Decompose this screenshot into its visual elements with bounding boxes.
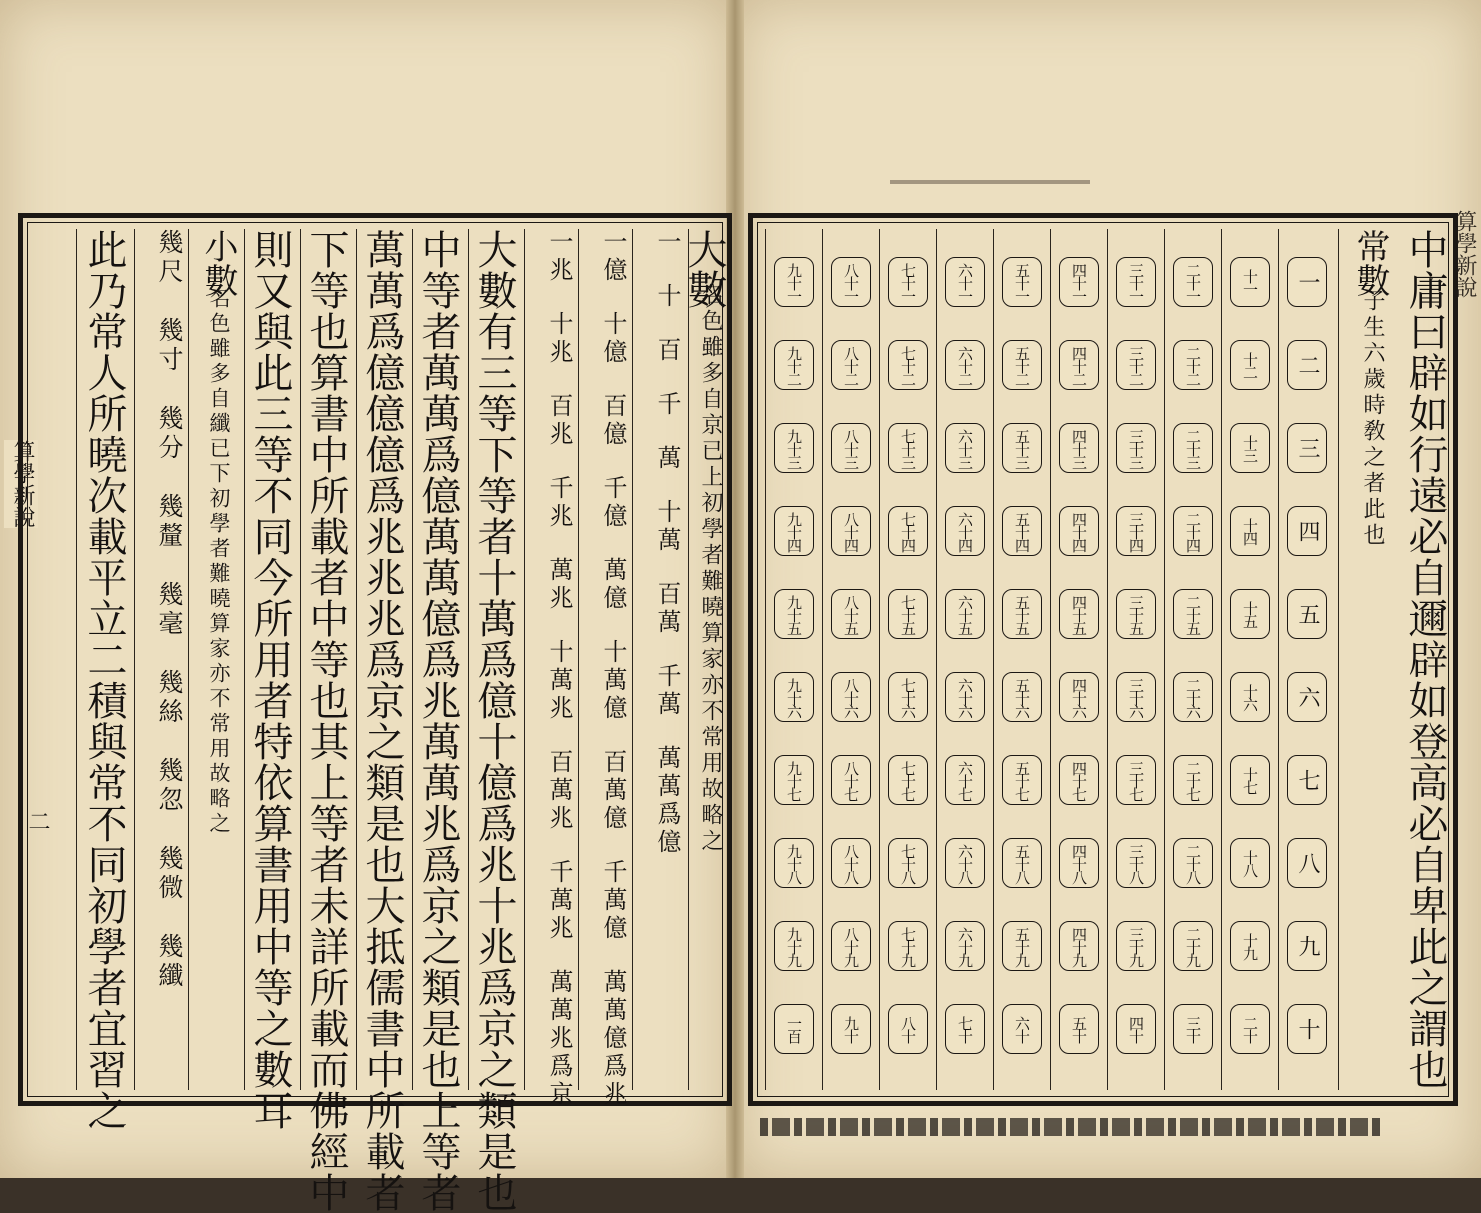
body-column-4: 下等也算書中所載者中等也其上等者未詳所載而佛經中 [300, 229, 355, 1090]
number-token: 八十八 [831, 838, 871, 888]
unit-item: 幾絲 [155, 669, 184, 727]
number-token: 二十三 [1173, 423, 1213, 473]
number-token: 七十八 [888, 838, 928, 888]
number-token: 十八 [1230, 838, 1270, 888]
unit-item: 千億 [599, 475, 627, 531]
number-token: 二十四 [1173, 506, 1213, 556]
number-token: 六十 [1002, 1004, 1042, 1054]
number-token: 八十一 [831, 257, 871, 307]
number-column [822, 229, 879, 1090]
unit-item: 一億 [599, 229, 627, 285]
unit-item: 十兆 [545, 311, 573, 367]
ink-border-smudge [760, 1118, 1380, 1136]
number-token: 四十五 [1059, 589, 1099, 639]
ink-smudge [890, 180, 1090, 184]
number-token: 七十六 [888, 672, 928, 722]
number-token: 八十 [888, 1004, 928, 1054]
unit-item: 一兆 [545, 229, 573, 285]
number-token: 八十二 [831, 340, 871, 390]
unit-row-1 [632, 229, 685, 1090]
number-column [879, 229, 936, 1090]
unit-item: 千萬億 [599, 859, 627, 943]
number-token: 八十五 [831, 589, 871, 639]
body-column-2: 中等者萬萬爲億萬萬億爲兆萬萬兆爲京之類是也上等者 [412, 229, 467, 1090]
unit-item: 十萬兆 [545, 639, 573, 723]
common-number-gloss: 子生六歲時敎之者此也 [1360, 289, 1385, 549]
unit-item: 十萬 [653, 499, 681, 555]
zhongyong-quote: 中庸曰辟如行遠必自邇辟如登高必自卑此之謂也 [1402, 229, 1448, 1090]
number-token: 八十四 [831, 506, 871, 556]
number-token: 八十六 [831, 672, 871, 722]
right-frame-inner [757, 222, 1449, 1097]
unit-item: 幾毫 [155, 581, 184, 639]
closing-column: 此乃常人所曉次載平立二積與常不同初學者宜習之 [76, 229, 133, 1090]
number-column [1164, 229, 1221, 1090]
number-token: 九十二 [774, 340, 814, 390]
number-token: 五十三 [1002, 423, 1042, 473]
number-token: 三十 [1173, 1004, 1213, 1054]
fold-title-right: 算學新說 [1452, 210, 1477, 298]
number-token: 四十一 [1059, 257, 1099, 307]
number-token: 二十七 [1173, 755, 1213, 805]
number-token: 五 [1287, 589, 1327, 639]
unit-item: 千萬兆 [545, 859, 573, 943]
number-token: 六十一 [945, 257, 985, 307]
number-token: 十一 [1230, 257, 1270, 307]
small-number-gloss: 名色雖多自纖已下初學者難曉算家亦不常用故略之 [207, 287, 231, 837]
number-token: 八十七 [831, 755, 871, 805]
number-token: 九十四 [774, 506, 814, 556]
unit-item: 萬萬億爲兆 [599, 969, 627, 1109]
unit-item: 幾尺 [155, 229, 184, 287]
number-token: 四十六 [1059, 672, 1099, 722]
number-token: 五十七 [1002, 755, 1042, 805]
fold-title-left: 算學新說 [4, 440, 38, 528]
number-token: 七十五 [888, 589, 928, 639]
big-number-heading: 大數 [681, 229, 727, 309]
unit-item: 十億 [599, 311, 627, 367]
fold-page-number: 二 [25, 810, 50, 832]
number-token: 七十一 [888, 257, 928, 307]
number-token: 三十一 [1116, 257, 1156, 307]
number-token: 五十四 [1002, 506, 1042, 556]
unit-item: 百萬億 [599, 749, 627, 833]
number-token: 四十四 [1059, 506, 1099, 556]
number-token: 三十九 [1116, 921, 1156, 971]
number-token: 九十一 [774, 257, 814, 307]
number-column [936, 229, 993, 1090]
body-column-1: 大數有三等下等者十萬爲億十億爲兆十兆爲京之類是也 [468, 229, 523, 1090]
number-token: 八十三 [831, 423, 871, 473]
number-column [765, 229, 822, 1090]
unit-row-3 [524, 229, 577, 1109]
number-column [1107, 229, 1164, 1090]
number-token: 三十八 [1116, 838, 1156, 888]
unit-item: 萬萬爲億 [653, 745, 681, 857]
number-token: 七十二 [888, 340, 928, 390]
number-token: 九十六 [774, 672, 814, 722]
number-token: 十七 [1230, 755, 1270, 805]
unit-item: 萬萬兆爲京 [545, 969, 573, 1109]
number-token: 八十九 [831, 921, 871, 971]
number-token: 四十七 [1059, 755, 1099, 805]
unit-item: 百萬兆 [545, 749, 573, 833]
number-token: 六十五 [945, 589, 985, 639]
unit-item: 幾纖 [155, 933, 184, 991]
number-token: 九十 [831, 1004, 871, 1054]
number-token: 七十 [945, 1004, 985, 1054]
number-token: 十 [1287, 1004, 1327, 1054]
unit-item: 幾微 [155, 845, 184, 903]
number-token: 五十二 [1002, 340, 1042, 390]
number-token: 三十四 [1116, 506, 1156, 556]
number-token: 四十二 [1059, 340, 1099, 390]
unit-item: 萬兆 [545, 557, 573, 613]
number-token: 三十二 [1116, 340, 1156, 390]
unit-item: 千 [653, 391, 681, 419]
number-token: 三十五 [1116, 589, 1156, 639]
number-token: 七十九 [888, 921, 928, 971]
unit-item: 千萬 [653, 663, 681, 719]
unit-item: 百億 [599, 393, 627, 449]
unit-item: 十 [653, 283, 681, 311]
number-token: 二十二 [1173, 340, 1213, 390]
number-token: 四十 [1116, 1004, 1156, 1054]
number-token: 六十九 [945, 921, 985, 971]
number-token: 八 [1287, 838, 1327, 888]
right-text-frame [748, 213, 1458, 1106]
number-token: 六十三 [945, 423, 985, 473]
number-token: 三十三 [1116, 423, 1156, 473]
number-column [1278, 229, 1335, 1090]
unit-item: 萬 [653, 445, 681, 473]
number-token: 十四 [1230, 506, 1270, 556]
number-token: 一 [1287, 257, 1327, 307]
number-token: 十五 [1230, 589, 1270, 639]
number-token: 九十七 [774, 755, 814, 805]
unit-item: 萬億 [599, 557, 627, 613]
number-token: 一百 [774, 1004, 814, 1054]
number-token: 七 [1287, 755, 1327, 805]
number-token: 四十九 [1059, 921, 1099, 971]
number-token: 九 [1287, 921, 1327, 971]
number-token: 五十九 [1002, 921, 1042, 971]
number-token: 六十六 [945, 672, 985, 722]
big-number-gloss: 名色雖多自京已上初學者難曉算家亦不常用故略之 [698, 283, 723, 855]
unit-item: 百萬 [653, 581, 681, 637]
body-column-5: 則又與此三等不同今所用者特依算書用中等之數耳 [244, 229, 299, 1090]
small-units-row [134, 229, 187, 1090]
unit-item: 百兆 [545, 393, 573, 449]
unit-item: 幾釐 [155, 493, 184, 551]
number-column [1221, 229, 1278, 1090]
left-frame-inner [27, 222, 727, 1213]
unit-item: 幾寸 [155, 317, 184, 375]
number-token: 十六 [1230, 672, 1270, 722]
number-token: 五十 [1059, 1004, 1099, 1054]
number-token: 四十三 [1059, 423, 1099, 473]
number-token: 六十四 [945, 506, 985, 556]
number-token: 五十五 [1002, 589, 1042, 639]
number-token: 二十六 [1173, 672, 1213, 722]
body-column-3: 萬萬爲億億億爲兆兆兆爲京之類是也大抵儒書中所載者 [356, 229, 411, 1090]
left-text-frame [18, 213, 732, 1213]
number-token: 二十五 [1173, 589, 1213, 639]
number-column [993, 229, 1050, 1090]
number-token: 二十 [1230, 1004, 1270, 1054]
number-token: 四 [1287, 506, 1327, 556]
number-token: 三 [1287, 423, 1327, 473]
number-token: 七十三 [888, 423, 928, 473]
number-token: 六十二 [945, 340, 985, 390]
number-token: 二十九 [1173, 921, 1213, 971]
unit-item: 千兆 [545, 475, 573, 531]
number-token: 五十一 [1002, 257, 1042, 307]
small-number-heading: 小數 [188, 229, 243, 1090]
common-number-heading: 常數 [1338, 229, 1395, 1090]
number-token: 二十八 [1173, 838, 1213, 888]
number-token: 十三 [1230, 423, 1270, 473]
number-token: 九十五 [774, 589, 814, 639]
number-token: 六 [1287, 672, 1327, 722]
number-token: 九十九 [774, 921, 814, 971]
number-token: 三十六 [1116, 672, 1156, 722]
number-token: 九十八 [774, 838, 814, 888]
number-token: 七十七 [888, 755, 928, 805]
unit-item: 百 [653, 337, 681, 365]
unit-row-2 [578, 229, 631, 1109]
number-token: 六十七 [945, 755, 985, 805]
number-token: 五十八 [1002, 838, 1042, 888]
number-token: 十九 [1230, 921, 1270, 971]
unit-item: 幾忽 [155, 757, 184, 815]
number-token: 十二 [1230, 340, 1270, 390]
unit-item: 幾分 [155, 405, 184, 463]
number-token: 六十八 [945, 838, 985, 888]
number-token: 二 [1287, 340, 1327, 390]
number-token: 九十三 [774, 423, 814, 473]
number-column [1050, 229, 1107, 1090]
number-token: 三十七 [1116, 755, 1156, 805]
number-token: 七十四 [888, 506, 928, 556]
number-token: 二十一 [1173, 257, 1213, 307]
unit-item: 一 [653, 229, 681, 257]
number-token: 四十八 [1059, 838, 1099, 888]
number-token: 五十六 [1002, 672, 1042, 722]
unit-item: 十萬億 [599, 639, 627, 723]
